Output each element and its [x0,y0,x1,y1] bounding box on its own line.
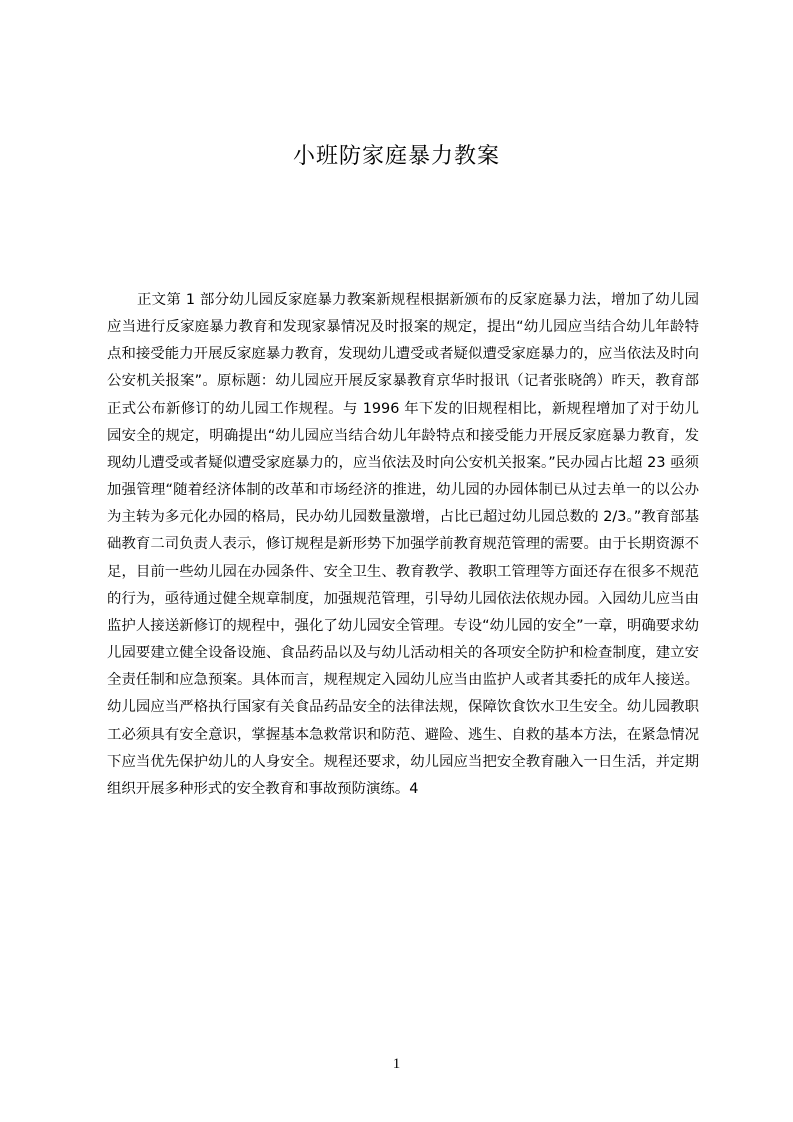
page-number: 1 [392,1056,401,1072]
body-paragraph: 正文第 1 部分幼儿园反家庭暴力教案新规程根据新颁布的反家庭暴力法，增加了幼儿园应当进行反家庭暴力教育和发现家暴情况及时报案的规定，提出“幼儿园应当结合幼儿年龄特点和接受能力开展反家庭暴力教育，发现幼儿遭受或者疑似遭受家庭暴力的，应当依法及时向公安机关报案”。原标题：幼儿园应开展反家暴教育京华时报讯（记者张晓鸽）昨天，教育部正式公布新修订的幼儿园工作规程。与 1996 年下发的旧规程相比，新规程增加了对于幼儿园安全的规定，明确提出“幼儿园应当结合幼儿年龄特点和接受能力开展反家庭暴力教育，发现幼儿遭受或者疑似遭受家庭暴力的，应当依法及时向公安机关报案。”民办园占比超 23 亟须加强管理“随着经济体制的改革和市场经济的推进，幼儿园的办园体制已从过去单一的以公办为主转为多元化办园的格局，民办幼儿园数量激增，占比已超过幼儿园总数的 2/3。”教育部基础教育二司负责人表示，修订规程是新形势下加强学前教育规范管理的需要。由于长期资源不足，目前一些幼儿园在办园条件、安全卫生、教育教学、教职工管理等方面还存在很多不规范的行为，亟待通过健全规章制度，加强规范管理，引导幼儿园依法依规办园。入园幼儿应当由监护人接送新修订的规程中，强化了幼儿园安全管理。专设“幼儿园的安全”一章，明确要求幼儿园要建立健全设备设施、食品药品以及与幼儿活动相关的各项安全防护和检查制度，建立安全责任制和应急预案。具体而言，规程规定入园幼儿应当由监护人或者其委托的成年人接送。幼儿园应当严格执行国家有关食品药品安全的法律法规，保障饮食饮水卫生安全。幼儿园教职工必须具有安全意识，掌握基本急救常识和防范、避险、逃生、自救的基本方法，在紧急情况下应当优先保护幼儿的人身安全。规程还要求，幼儿园应当把安全教育融入一日生活，并定期组织开展多种形式的安全教育和事故预防演练。4 [107,292,699,797]
page-title: 小班防家庭暴力教案 [292,144,500,169]
